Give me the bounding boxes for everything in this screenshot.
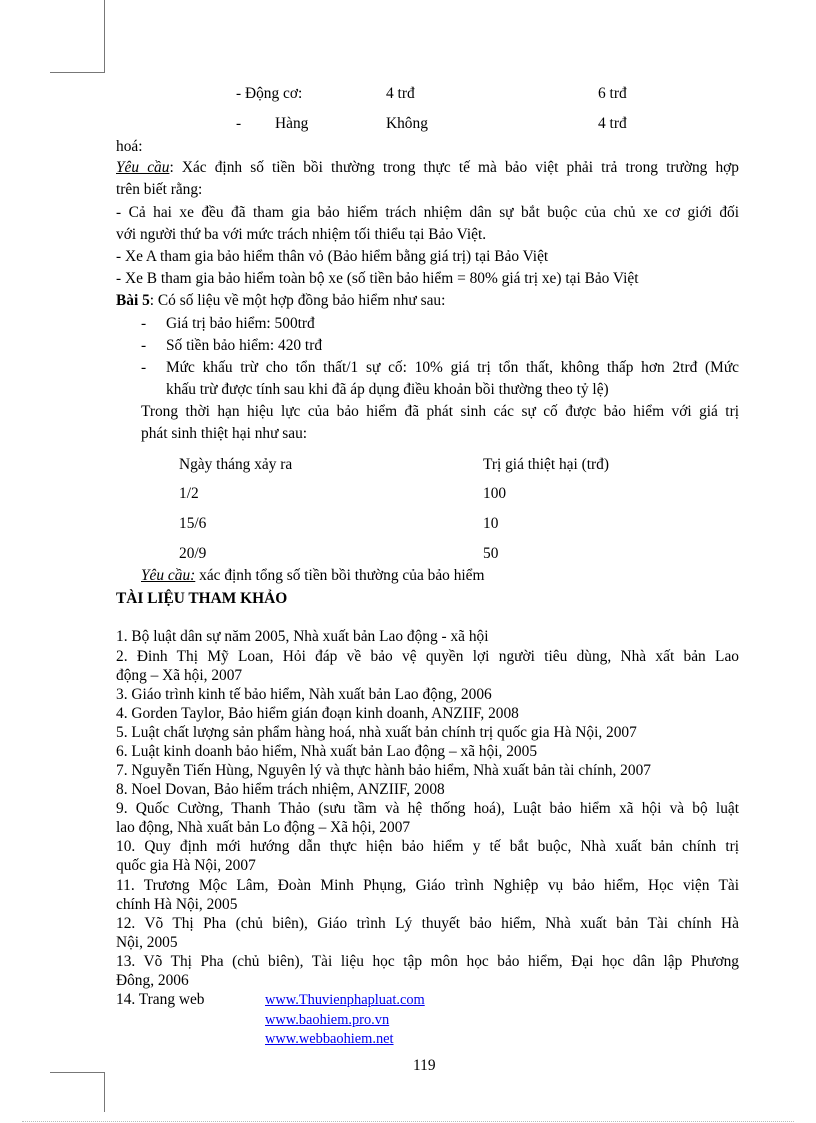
- row-value-b: 4 trđ: [598, 115, 627, 132]
- requirement-text: xác định tổng số tiền bồi thường của bảo hiểm: [195, 567, 485, 584]
- requirement-text: : Xác định số tiền bồi thường trong thực tế mà bảo việt phải trả trong trường hợp: [169, 159, 739, 176]
- crop-mark: [104, 1072, 105, 1112]
- table-cell: 15/6: [179, 515, 207, 532]
- bullet-text: - Cả hai xe đều đã tham gia bảo hiểm trách nhiệm dân sự bắt buộc của chủ xe cơ giới đối: [116, 204, 739, 221]
- row-label-engine: - Động cơ:: [236, 85, 303, 102]
- crop-mark: [50, 1072, 105, 1073]
- row-label-goods: Hàng: [275, 115, 309, 132]
- bullet-text: - Xe B tham gia bảo hiểm toàn bộ xe (số tiền bảo hiểm = 80% giá trị xe) tại Bảo Việt: [116, 270, 639, 287]
- list-item: Giá trị bảo hiểm: 500trđ: [166, 315, 315, 332]
- exercise-label: Bài 5: [116, 292, 150, 309]
- website-link[interactable]: www.baohiem.pro.vn: [265, 1012, 390, 1028]
- reference-item: 6. Luật kinh doanh bảo hiểm, Nhà xuất bản Lao động – xã hội, 2005: [116, 743, 538, 760]
- list-item: Mức khấu trừ cho tổn thất/1 sự cố: 10% giá trị tổn thất, không thấp hơn 2trđ (Mức: [166, 359, 739, 376]
- table-cell: 10: [483, 515, 499, 532]
- list-item: Số tiền bảo hiểm: 420 trđ: [166, 337, 323, 354]
- reference-item: 13. Võ Thị Pha (chủ biên), Tài liệu học tập môn học bảo hiểm, Đại học dân lập Phương: [116, 953, 739, 970]
- table-cell: 100: [483, 485, 507, 502]
- table-cell: 50: [483, 545, 499, 562]
- requirement-line: [116, 158, 739, 178]
- reference-item: quốc gia Hà Nội, 2007: [116, 857, 256, 874]
- reference-item: 10. Quy định mới hướng dẫn thực hiện bảo hiểm y tế bắt buộc, Nhà xuất bản chính trị: [116, 838, 739, 855]
- requirement-label: Yêu cầu:: [141, 567, 196, 584]
- list-dash: -: [141, 315, 147, 332]
- crop-mark: [50, 72, 105, 73]
- reference-item: chính Hà Nội, 2005: [116, 896, 238, 913]
- reference-item: 5. Luật chất lượng sản phẩm hàng hoá, nhà xuất bản chính trị quốc gia Hà Nội, 2007: [116, 724, 637, 741]
- row-value-a: Không: [386, 115, 428, 132]
- reference-item: 2. Đinh Thị Mỹ Loan, Hỏi đáp về bảo vệ quyền lợi người tiêu dùng, Nhà xất bản Lao: [116, 648, 739, 665]
- reference-item: 3. Giáo trình kinh tế bảo hiểm, Nàh xuất bản Lao động, 2006: [116, 686, 492, 703]
- reference-item: Nội, 2005: [116, 934, 178, 951]
- list-dash: -: [141, 337, 147, 354]
- list-item-continued: khấu trừ được tính sau khi đã áp dụng điều khoản bồi thường theo tỷ lệ): [166, 381, 609, 398]
- requirement-line: [141, 566, 484, 586]
- table-header: Ngày tháng xảy ra: [179, 456, 293, 473]
- table-cell: 1/2: [179, 485, 199, 502]
- reference-item: 12. Võ Thị Pha (chủ biên), Giáo trình Lý thuyết bảo hiểm, Nhà xuất bản Tài chính Hà: [116, 915, 739, 932]
- paragraph: phát sinh thiệt hại như sau:: [141, 425, 308, 442]
- table-cell: 20/9: [179, 545, 207, 562]
- crop-mark: [104, 0, 105, 72]
- row-value-b: 6 trđ: [598, 85, 627, 102]
- exercise-intro-text: : Có số liệu về một hợp đồng bảo hiểm như sau:: [149, 292, 446, 309]
- website-link[interactable]: www.webbaohiem.net: [265, 1031, 394, 1047]
- row-dash: -: [236, 115, 242, 132]
- reference-item: 7. Nguyễn Tiến Hùng, Nguyên lý và thực hành bảo hiểm, Nhà xuất bản tài chính, 2007: [116, 762, 651, 779]
- reference-item: động – Xã hội, 2007: [116, 667, 243, 684]
- reference-item: Đông, 2006: [116, 972, 189, 989]
- references-title: TÀI LIỆU THAM KHẢO: [116, 590, 288, 607]
- row-value-a: 4 trđ: [386, 85, 415, 102]
- list-dash: -: [141, 359, 147, 376]
- reference-item: 8. Noel Dovan, Bảo hiểm trách nhiệm, ANZIIF, 2008: [116, 781, 445, 798]
- bullet-text: - Xe A tham gia bảo hiểm thân vỏ (Bảo hiểm bằng giá trị) tại Bảo Việt: [116, 248, 549, 265]
- reference-item: 11. Trương Mộc Lâm, Đoàn Minh Phụng, Giáo trình Nghiệp vụ bảo hiểm, Học viện Tài: [116, 877, 739, 894]
- reference-item: 9. Quốc Cường, Thanh Thảo (sưu tầm và hệ thống hoá), Luật bảo hiểm xã hội và bộ luật: [116, 800, 739, 817]
- exercise-intro: [116, 291, 445, 311]
- reference-item: 1. Bộ luật dân sự năm 2005, Nhà xuất bản Lao động - xã hội: [116, 628, 489, 645]
- row-label-wrap: hoá:: [116, 138, 143, 155]
- bullet-text: với người thứ ba với mức trách nhiệm tối thiểu tại Bảo Việt.: [116, 226, 487, 243]
- page-bottom-border: [22, 1121, 794, 1122]
- table-header: Trị giá thiệt hại (trđ): [483, 456, 609, 473]
- website-link[interactable]: www.Thuvienphapluat.com: [265, 992, 425, 1008]
- reference-item: lao động, Nhà xuất bản Lo động – Xã hội, 2007: [116, 819, 411, 836]
- requirement-label: Yêu cầu: [116, 159, 170, 176]
- requirement-text: trên biết rằng:: [116, 181, 203, 198]
- reference-item: 4. Gorden Taylor, Bảo hiểm gián đoạn kinh doanh, ANZIIF, 2008: [116, 705, 519, 722]
- paragraph: Trong thời hạn hiệu lực của bảo hiểm đã phát sinh các sự cố được bảo hiểm với giá trị: [141, 403, 739, 420]
- reference-item: 14. Trang web: [116, 991, 205, 1008]
- page-number: 119: [413, 1057, 436, 1074]
